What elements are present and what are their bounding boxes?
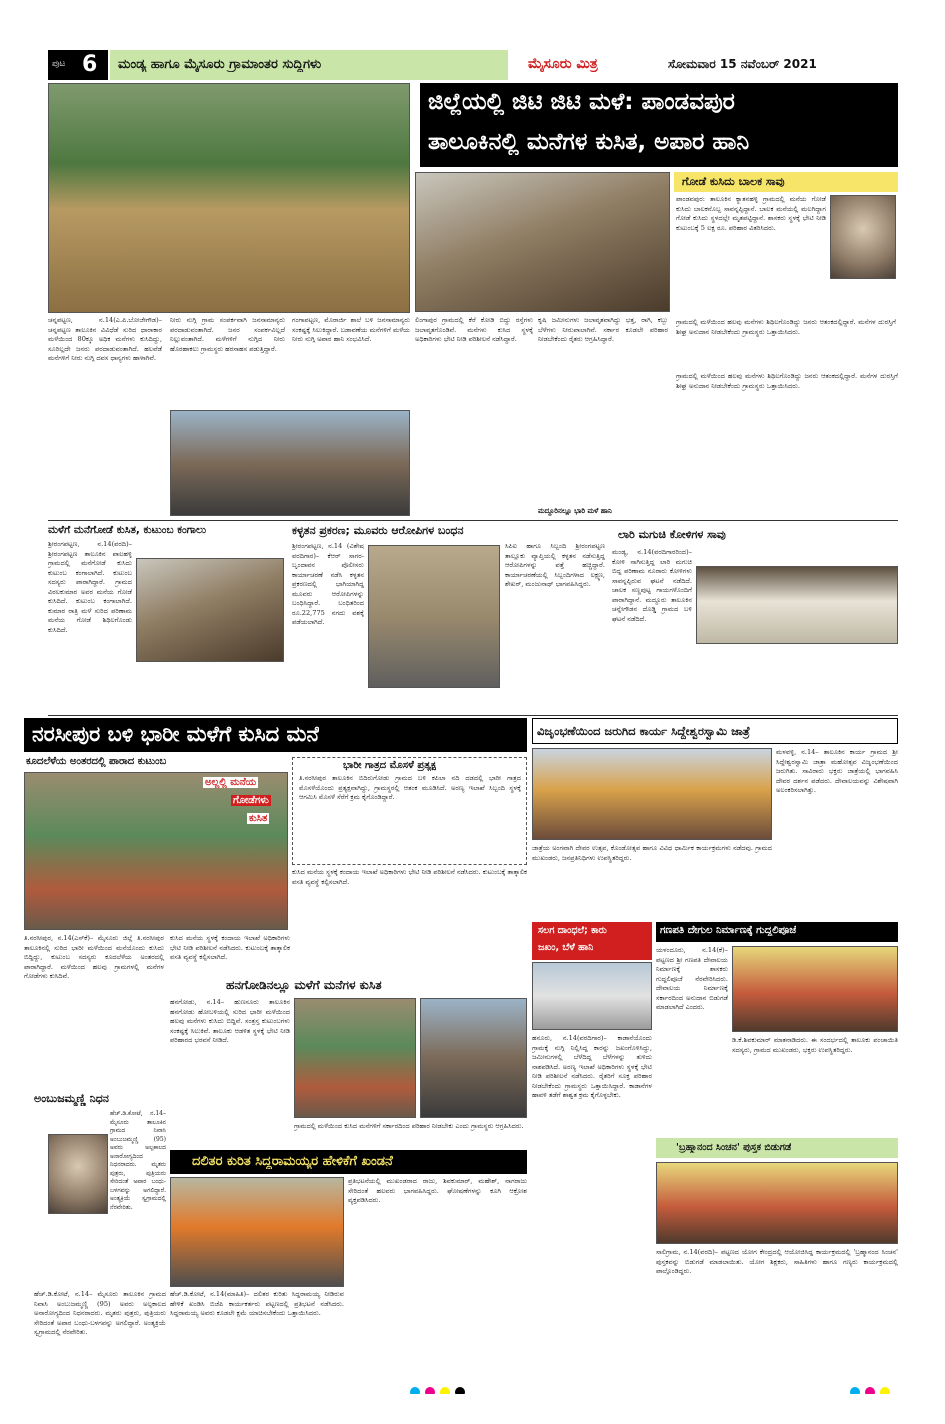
- hanagodu-collapsed-photo: [294, 998, 416, 1118]
- ganapathi-body: ಯಳಂದೂರು, ನ.14(ಕೆ)– ಪಟ್ಟಣದ ಶ್ರೀ ಗಣಪತಿ ದೇವಾಲಯ ನಿರ್ಮಾಣಕ್ಕೆ ಶಾಸಕರು ಗುದ್ದಲಿಪೂಜೆ ನೆರವೇರಿಸಿದರು. ದೇವಾಲಯ ನಿರ್ಮಾಣಕ್ಕೆ ಸರ್ಕಾರದಿಂದ ಅನುದಾನ ಬಿಡುಗಡೆ ಮಾಡಲಾಗಿದೆ ಎಂದರು.: [656, 946, 728, 1011]
- birds-headline: ಲಾರಿ ಮಗುಚಿ ಕೋಳಿಗಳ ಸಾವು: [618, 528, 726, 541]
- black-dot: [455, 1387, 465, 1394]
- lead-headline-box: [420, 83, 898, 167]
- lead-body-col-5: ಕೃಷಿ ಜಮೀನುಗಳು ಜಲಾವೃತವಾಗಿದ್ದು ಭತ್ತ, ರಾಗಿ, ಕಬ್ಬು ಬೆಳೆಗಳು ನೀರುಪಾಲಾಗಿವೆ. ಸರ್ಕಾರ ಕೂಡಲೇ ಪರಿಹಾರ ನೀಡಬೇಕೆಂದು ರೈತರು ಆಗ್ರಹಿಸಿದ್ದಾರೆ.: [538, 316, 668, 343]
- section-title-band: [110, 50, 508, 80]
- jatre-headline: ವಿಜೃಂಭಣೆಯಿಂದ ಜರುಗಿದ ಕಾರ್ಯ ಸಿದ್ದೇಶ್ವರಸ್ವಾಮಿ ಜಾತ್ರೆ: [532, 718, 898, 744]
- page-label: ಪುಟ: [52, 59, 66, 69]
- hanagodu-body-2: ಗ್ರಾಮದಲ್ಲಿ ಮಳೆಯಿಂದ ಕುಸಿದ ಮನೆಗಳಿಗೆ ಸರ್ಕಾರದಿಂದ ಪರಿಹಾರ ನೀಡಬೇಕು ಎಂದು ಗ್ರಾಮಸ್ಥರು ಆಗ್ರಹಿಸಿದರು.: [294, 1122, 524, 1130]
- book-headline: 'ಬ್ರಹ್ಮಾನಂದ ಸಿಂಚನ' ಪುಸ್ತಕ ಬಿಡುಗಡೆ: [676, 1142, 792, 1153]
- theft-headline: ಕಳ್ಳತನ ಪ್ರಕರಣ; ಮೂವರು ಆರೋಪಿಗಳ ಬಂಧನ: [292, 524, 464, 537]
- page-number: 6: [82, 52, 98, 77]
- narasipura-headline: ನರಸೀಪುರ ಬಳಿ ಭಾರೀ ಮಳೆಗೆ ಕುಸಿದ ಮನೆ: [32, 722, 320, 746]
- boy-story-body-2: ಗ್ರಾಮದಲ್ಲಿ ಮಳೆಯಿಂದ ಹಲವು ಮನೆಗಳು ಶಿಥಿಲಗೊಂಡಿದ್ದು ಜನರು ಆತಂಕದಲ್ಲಿದ್ದಾರೆ. ಮನೆಗಳ ದುರಸ್ತಿಗೆ ಶೀಘ್ರ ಅನುದಾನ ನೀಡಬೇಕೆಂದು ಗ್ರಾಮಸ್ಥರು ಒತ್ತಾಯಿಸಿದರು.: [676, 318, 896, 336]
- paper-name: ಮೈಸೂರು ಮಿತ್ರ: [528, 56, 598, 72]
- photo-caption-line-3: ಕುಸಿತ: [249, 813, 268, 824]
- dalit-body-2: ಪ್ರತಿಭಟನೆಯಲ್ಲಿ ಮುಖಂಡರಾದ ರಾಜು, ಶಿವಕುಮಾರ್, ಮಹೇಶ್, ನಾಗರಾಜು ಸೇರಿದಂತೆ ಹಲವರು ಭಾಗವಹಿಸಿದ್ದರು. ಘೋಷಣೆಗಳನ್ನು ಕೂಗಿ ಆಕ್ರೋಶ ವ್ಯಕ್ತಪಡಿಸಿದರು.: [348, 1177, 527, 1204]
- magenta-dot: [865, 1387, 875, 1394]
- obituary-body: ಹೆಚ್.ಡಿ.ಕೋಟೆ, ನ.14– ಮೈಸೂರು ತಾಲೂಕಿನ ಗ್ರಾಮದ ನಿವಾಸಿ ಅಂಬುಜಮ್ಮಣ್ಣಿ (95) ಅವರು ಅಲ್ಪಕಾಲದ ಅನಾರೋಗ್ಯದಿಂದ ನಿಧನರಾದರು. ಮೃತರು ಪುತ್ರರು, ಪುತ್ರಿಯರು ಸೇರಿದಂತೆ ಅಪಾರ ಬಂಧು-ಬಳಗವನ್ನು ಅಗಲಿದ್ದಾರೆ. ಅಂತ್ಯಕ್ರಿಯೆ ಸ್ವಗ್ರಾಮದಲ್ಲಿ ನೆರವೇರಿತು.: [110, 1110, 166, 1211]
- dalit-body-1: ಹೆಚ್.ಡಿ.ಕೋಟೆ, ನ.14(ಮಾಹಿತಿ)– ದಲಿತರ ಕುರಿತು ಸಿದ್ದರಾಮಯ್ಯ ನೀಡಿರುವ ಹೇಳಿಕೆ ಖಂಡಿಸಿ ಬಿಜೆಪಿ ಕಾರ್ಯಕರ್ತರು ಪಟ್ಟಣದಲ್ಲಿ ಪ್ರತಿಭಟನೆ ನಡೆಸಿದರು. ಸಿದ್ದರಾಮಯ್ಯ ಅವರು ಕೂಡಲೇ ಕ್ಷಮೆ ಯಾಚಿಸಬೇಕೆಂದು ಒತ್ತಾಯಿಸಿದರು.: [170, 1290, 344, 1317]
- crocodile-box: [292, 757, 527, 865]
- book-body: ಸಾಲಿಗ್ರಾಮ, ನ.14(ವರದಿ)– ಪಟ್ಟಣದ ಯೋಗ ಕೇಂದ್ರದಲ್ಲಿ ಆಯೋಜಿಸಿದ್ದ ಕಾರ್ಯಕ್ರಮದಲ್ಲಿ 'ಬ್ರಹ್ಮಾನಂದ ಸಿಂಚನ' ಪುಸ್ತಕವನ್ನು ಬಿಡುಗಡೆ ಮಾಡಲಾಯಿತು. ಯೋಗ ಶಿಕ್ಷಕರು, ಸಾಹಿತಿಗಳು ಹಾಗೂ ಗಣ್ಯರು ಕಾರ್ಯಕ್ರಮದಲ್ಲಿ ಪಾಲ್ಗೊಂಡಿದ್ದರು.: [656, 1248, 898, 1275]
- narasipura-body-continued: ಕುಸಿದ ಮನೆಯ ಸ್ಥಳಕ್ಕೆ ಕಂದಾಯ ಇಲಾಖೆ ಅಧಿಕಾರಿಗಳು ಭೇಟಿ ನೀಡಿ ಪರಿಶೀಲನೆ ನಡೆಸಿದರು. ಕುಟುಂಬಕ್ಕೆ ತಾತ್ಕಾಲಿಕ ವಸತಿ ವ್ಯವಸ್ಥೆ ಕಲ್ಪಿಸಲಾಗಿದೆ.: [292, 868, 527, 886]
- narasipura-subhead: ಕೂದಲೆಳೆಯ ಅಂತರದಲ್ಲಿ ಪಾರಾದ ಕುಟುಂಬ: [26, 756, 167, 767]
- boy-story-continued: ಗ್ರಾಮದಲ್ಲಿ ಮಳೆಯಿಂದ ಹಲವು ಮನೆಗಳು ಶಿಥಿಲಗೊಂಡಿದ್ದು ಜನರು ಆತಂಕದಲ್ಲಿದ್ದಾರೆ. ಮನೆಗಳ ದುರಸ್ತಿಗೆ ಶೀಘ್ರ ಅನುದಾನ ನೀಡಬೇಕೆಂದು ಗ್ರಾಮಸ್ಥರು ಒತ್ತಾಯಿಸಿದರು.: [676, 372, 898, 390]
- damaged-car-photo: [532, 962, 652, 1030]
- lead-headline-line1: ಜಿಲ್ಲೆಯಲ್ಲಿ ಜಿಟಿ ಜಿಟಿ ಮಳೆ: ಪಾಂಡವಪುರ: [428, 89, 735, 115]
- jatre-photo: [532, 748, 772, 840]
- ganapathi-body-2: ಡಿ.ಕೆ.ಶಿವಕುಮಾರ್ ಮಾತನಾಡಿದರು. ಈ ಸಂದರ್ಭದಲ್ಲಿ ತಾಲೂಕು ಪಂಚಾಯಿತಿ ಸದಸ್ಯರು, ಗ್ರಾಮದ ಮುಖಂಡರು, ಭಕ್ತರು ಉಪಸ್ಥಿತರಿದ್ದರು.: [732, 1036, 898, 1054]
- jatre-body: ಮಳವಳ್ಳಿ, ನ.14– ತಾಲೂಕಿನ ಕಾರ್ಯ ಗ್ರಾಮದ ಶ್ರೀ ಸಿದ್ದೇಶ್ವರಸ್ವಾಮಿ ಜಾತ್ರಾ ಮಹೋತ್ಸವ ವಿಜೃಂಭಣೆಯಿಂದ ಜರುಗಿತು. ಸಾವಿರಾರು ಭಕ್ತರು ಜಾತ್ರೆಯಲ್ಲಿ ಭಾಗವಹಿಸಿ ದೇವರ ದರ್ಶನ ಪಡೆದರು. ದೇವಾಲಯವನ್ನು ವಿಶೇಷವಾಗಿ ಅಲಂಕರಿಸಲಾಗಿತ್ತು.: [776, 748, 898, 794]
- ganapathi-headline-box: [656, 922, 898, 942]
- magenta-dot: [425, 1387, 435, 1394]
- crocodile-body: ತಿ.ನರಸೀಪುರ ತಾಲೂಕಿನ ಬಿದಿರುಗೋಡು ಗ್ರಾಮದ ಬಳಿ ಕಪಿಲಾ ನದಿ ದಡದಲ್ಲಿ ಭಾರೀ ಗಾತ್ರದ ಮೊಸಳೆಯೊಂದು ಪ್ರತ್ಯಕ್ಷವಾಗಿದ್ದು, ಗ್ರಾಮಸ್ಥರಲ್ಲಿ ಆತಂಕ ಮೂಡಿಸಿದೆ. ಅರಣ್ಯ ಇಲಾಖೆ ಸಿಬ್ಬಂದಿ ಸ್ಥಳಕ್ಕೆ ಆಗಮಿಸಿ ಮೊಸಳೆ ಸೆರೆಗೆ ಕ್ರಮ ಕೈಗೊಂಡಿದ್ದಾರೆ.: [299, 774, 521, 801]
- photo-caption-line-2: ಗೋಡೆಗಳು: [233, 795, 269, 806]
- lead-headline-line2: ತಾಲೂಕಿನಲ್ಲಿ ಮನೆಗಳ ಕುಸಿತ, ಅಪಾರ ಹಾನಿ: [428, 129, 750, 155]
- issue-date: ಸೋಮವಾರ 15 ನವೆಂಬರ್ 2021: [668, 57, 817, 71]
- cyan-dot: [410, 1387, 420, 1394]
- ganapathi-headline: ಗಣಪತಿ ದೇಗುಲ ನಿರ್ಮಾಣಕ್ಕೆ ಗುದ್ದಲಿಪೂಜೆ: [660, 925, 797, 936]
- flood-photo: [48, 83, 410, 313]
- boy-story-body: ಪಾಂಡವಪುರ: ತಾಲೂಕಿನ ಕ್ಯಾತನಹಳ್ಳಿ ಗ್ರಾಮದಲ್ಲಿ ಮನೆಯ ಗೋಡೆ ಕುಸಿದು ಬಾಲಕನೊಬ್ಬ ಸಾವನ್ನಪ್ಪಿದ್ದಾನೆ. ಬಾಲಕ ಮನೆಯಲ್ಲಿ ಮಲಗಿದ್ದಾಗ ಗೋಡೆ ಕುಸಿದು ಸ್ಥಳದಲ್ಲೇ ಮೃತಪಟ್ಟಿದ್ದಾನೆ. ಶಾಸಕರು ಸ್ಥಳಕ್ಕೆ ಭೇಟಿ ನೀಡಿ ಕುಟುಂಬಕ್ಕೆ 5 ಲಕ್ಷ ರೂ. ಪರಿಹಾರ ವಿತರಿಸಿದರು.: [676, 195, 826, 232]
- jatre-body-2: ಜಾತ್ರೆಯ ಅಂಗವಾಗಿ ದೇವರ ಉತ್ಸವ, ಕೊಂಡೋತ್ಸವ ಹಾಗೂ ವಿವಿಧ ಧಾರ್ಮಿಕ ಕಾರ್ಯಕ್ರಮಗಳು ನಡೆದವು. ಗ್ರಾಮದ ಮುಖಂಡರು, ಜನಪ್ರತಿನಿಧಿಗಳು ಉಪಸ್ಥಿತರಿದ್ದರು.: [532, 844, 772, 862]
- lead-byline-end: ಮದ್ದೂರಿನಲ್ಲೂ ಭಾರಿ ಮಳೆ ಹಾನಿ: [538, 507, 612, 515]
- masthead: [48, 50, 898, 80]
- yellow-dot: [440, 1387, 450, 1394]
- lead-body-col-2: ನೀರು ನುಗ್ಗಿ ಗ್ರಾಮ ಸಂಪರ್ಕವಾಗಿ ಜನಸಾಮಾನ್ಯರು ಪರದಾಡುವಂತಾಗಿದೆ. ಜನರ ಸಂಪರ್ಕವಿಲ್ಲದೆ ನಿಲ್ಲುವಂತಾಗಿದೆ. ಮಳೆಗಳಿಗೆ ನುಗ್ಗಿದ ನೀರು ಹೊರಹಾಕಲು ಗ್ರಾಮಸ್ಥರು ಹರಸಾಹಸ ಪಡುತ್ತಿದ್ದಾರೆ.: [170, 316, 285, 353]
- hanagodu-family-photo: [420, 998, 527, 1118]
- yellow-dot: [880, 1387, 890, 1394]
- house-fall-photo: [136, 558, 284, 662]
- page-number-badge: [48, 50, 108, 80]
- book-release-photo: [656, 1162, 898, 1244]
- dead-chickens-photo: [696, 566, 898, 644]
- divider: [48, 715, 898, 716]
- divider: [48, 520, 898, 521]
- arrest-photo: [368, 545, 500, 688]
- hanagodu-body: ಹನಗೋಡು, ನ.14– ಹುಣಸೂರು ತಾಲೂಕಿನ ಹನಗೋಡು ಹೋಬಳಿಯಲ್ಲಿ ಸುರಿದ ಭಾರೀ ಮಳೆಯಿಂದ ಹಲವು ಮನೆಗಳು ಕುಸಿದು ಬಿದ್ದಿವೆ. ಸಂತ್ರಸ್ತ ಕುಟುಂಬಗಳು ಸಂಕಷ್ಟಕ್ಕೆ ಸಿಲುಕಿವೆ. ತಾಲೂಕು ಆಡಳಿತ ಸ್ಥಳಕ್ಕೆ ಭೇಟಿ ನೀಡಿ ಪರಿಹಾರದ ಭರವಸೆ ನೀಡಿದೆ.: [170, 998, 290, 1044]
- crop-headline-box: [532, 922, 652, 960]
- cyan-dot: [850, 1387, 860, 1394]
- photo-caption-line-1: ಅಲ್ಲಲ್ಲಿ ಮನೆಯ: [205, 777, 257, 788]
- dalit-headline: ದಲಿತರ ಕುರಿತ ಸಿದ್ದರಾಮಯ್ಯರ ಹೇಳಿಕೆಗೆ ಖಂಡನೆ: [192, 1154, 393, 1169]
- collapsed-house-photo: [415, 172, 670, 312]
- dalit-headline-box: [170, 1150, 527, 1174]
- flooded-street-photo: [170, 410, 410, 516]
- birds-body: ಮಂಡ್ಯ, ನ.14(ವರದಿಗಾರರಿಂದ)– ಕೋಳಿ ಸಾಗಿಸುತ್ತಿದ್ದ ಲಾರಿ ಮಗುಚಿ ಬಿದ್ದ ಪರಿಣಾಮ ನೂರಾರು ಕೋಳಿಗಳು ಸಾವನ್ನಪ್ಪಿರುವ ಘಟನೆ ನಡೆದಿದೆ. ಚಾಲಕ ಸಣ್ಣಪುಟ್ಟ ಗಾಯಗಳೊಂದಿಗೆ ಪಾರಾಗಿದ್ದಾನೆ. ಮದ್ದೂರು ತಾಲೂಕಿನ ಚನ್ನೇಗೌಡನ ದೊಡ್ಡಿ ಗ್ರಾಮದ ಬಳಿ ಘಟನೆ ನಡೆದಿದೆ.: [612, 548, 692, 623]
- obituary-body-bottom: ಹೆಚ್.ಡಿ.ಕೋಟೆ, ನ.14– ಮೈಸೂರು ತಾಲೂಕಿನ ಗ್ರಾಮದ ನಿವಾಸಿ ಅಂಬುಜಮ್ಮಣ್ಣಿ (95) ಅವರು ಅಲ್ಪಕಾಲದ ಅನಾರೋಗ್ಯದಿಂದ ನಿಧನರಾದರು. ಮೃತರು ಪುತ್ರರು, ಪುತ್ರಿಯರು ಸೇರಿದಂತೆ ಅಪಾರ ಬಂಧು-ಬಳಗವನ್ನು ಅಗಲಿದ್ದಾರೆ. ಅಂತ್ಯಕ್ರಿಯೆ ಸ್ವಗ್ರಾಮದಲ್ಲಿ ನೆರವೇರಿತು.: [34, 1290, 166, 1336]
- narasipura-body-1: ತಿ.ನರಸೀಪುರ, ನ.14(ಎಸ್‌ಕೆ)– ಮೈಸೂರು ಜಿಲ್ಲೆ ತಿ.ನರಸೀಪುರ ತಾಲೂಕಿನಲ್ಲಿ ಸುರಿದ ಭಾರೀ ಮಳೆಯಿಂದ ಮನೆಯೊಂದು ಕುಸಿದು ಬಿದ್ದಿದ್ದು, ಕುಟುಂಬ ಸದಸ್ಯರು ಕೂದಲೆಳೆಯ ಅಂತರದಲ್ಲಿ ಪಾರಾಗಿದ್ದಾರೆ. ಮಳೆಯಿಂದ ಹಲವು ಗ್ರಾಮಗಳಲ್ಲಿ ಮನೆಗಳ ಗೋಡೆಗಳು ಕುಸಿದಿವೆ.: [24, 934, 164, 980]
- book-headline-box: [656, 1138, 898, 1158]
- boy-story-headline: ಗೋಡೆ ಕುಸಿದು ಬಾಲಕ ಸಾವು: [682, 175, 785, 188]
- lead-body-col-3: ಗಂಗಾಪಟ್ಟಣ, ಮೊರಾರ್ಜಿ ಶಾಲೆ ಬಳಿ ಜನಸಾಮಾನ್ಯರು ಸಂಕಷ್ಟಕ್ಕೆ ಸಿಲುಕಿದ್ದಾರೆ. ಬಡಾವಣೆಯ ಮನೆಗಳಿಗೆ ಮಳೆಯ ನೀರು ನುಗ್ಗಿ ಅಪಾರ ಹಾನಿ ಸಂಭವಿಸಿದೆ.: [292, 316, 410, 343]
- registration-marks-right: [850, 1382, 910, 1394]
- narasipura-headline-box: [24, 718, 527, 752]
- crop-headline-line1: ಸಲಗ ದಾಂಧಲೆ; ಕಾರು: [538, 925, 607, 936]
- ganapathi-photo: [732, 946, 898, 1032]
- lead-body-col-1: ಚನ್ನಪಟ್ಟಣ, ನ.14(ಎ.ಪಿ.ಬೋಜೇಗೌಡ)– ಚನ್ನಪಟ್ಟಣ ತಾಲೂಕಿನ ವಿವಿಧೆಡೆ ಸುರಿದ ಧಾರಾಕಾರ ಮಳೆಯಿಂದ 80ಕ್ಕೂ ಅಧಿಕ ಮನೆಗಳು ಕುಸಿದಿದ್ದು, ಸೂರಿಲ್ಲದೇ ಜನರು ಪರದಾಡುವಂತಾಗಿದೆ. ಹಲವೆಡೆ ಮನೆಗಳಿಗೆ ನೀರು ನುಗ್ಗಿ ದವಸ ಧಾನ್ಯಗಳು ಹಾಳಾಗಿವೆ.: [48, 316, 162, 362]
- hanagodu-headline: ಹನಗೋಡಿನಲ್ಲೂ ಮಳೆಗೆ ಮನೆಗಳ ಕುಸಿತ: [226, 978, 382, 992]
- crocodile-headline: ಭಾರೀ ಗಾತ್ರದ ಮೊಸಳೆ ಪ್ರತ್ಯಕ್ಷ: [343, 760, 437, 771]
- section-title: ಮಂಡ್ಯ ಹಾಗೂ ಮೈಸೂರು ಗ್ರಾಮಾಂತರ ಸುದ್ದಿಗಳು: [118, 57, 322, 72]
- registration-marks: [410, 1382, 540, 1394]
- boy-portrait: [830, 195, 896, 279]
- boy-story-header: [674, 172, 898, 192]
- theft-body-2: ಸಿಪಿಐ ಹಾಗೂ ಸಿಬ್ಬಂದಿ ಶ್ರೀರಂಗಪಟ್ಟಣ ತಾಲ್ಲೂಕು ವ್ಯಾಪ್ತಿಯಲ್ಲಿ ಕಳ್ಳತನ ನಡೆಸುತ್ತಿದ್ದ ಆರೋಪಿಗಳನ್ನು ಪತ್ತೆ ಹಚ್ಚಿದ್ದಾರೆ. ಕಾರ್ಯಾಚರಣೆಯಲ್ಲಿ ಸಿಬ್ಬಂದಿಗಳಾದ ಲಕ್ಷ್ಮಣ, ಶೇಖರ್, ಮಂಜುನಾಥ್ ಭಾಗವಹಿಸಿದ್ದರು.: [505, 542, 605, 588]
- crop-headline-line2: ಜಖಂ, ಬೆಳೆ ಹಾನಿ: [538, 942, 594, 953]
- lead-body-col-4: ಲಿಂಗಾಪುರ ಗ್ರಾಮದಲ್ಲಿ ಕೆರೆ ಕೋಡಿ ಬಿದ್ದು ರಸ್ತೆಗಳು ಜಲಾವೃತಗೊಂಡಿವೆ. ಮನೆಗಳು ಕುಸಿದ ಸ್ಥಳಕ್ಕೆ ಅಧಿಕಾರಿಗಳು ಭೇಟಿ ನೀಡಿ ಪರಿಶೀಲನೆ ನಡೆಸಿದ್ದಾರೆ.: [415, 316, 533, 343]
- house-fall-headline: ಮಳೆಗೆ ಮನೆಗೋಡೆ ಕುಸಿತ, ಕುಟುಂಬ ಕಂಗಾಲು: [48, 524, 207, 536]
- theft-body-1: ಶ್ರೀರಂಗಪಟ್ಟಣ, ನ.14 (ವಿಶೇಷ ವರದಿಗಾರ)– ಕೆಆರ್ ಸಾಗರ-ಬೃಂದಾವನ ಪೊಲೀಸರು ಕಾರ್ಯಾಚರಣೆ ನಡೆಸಿ ಕಳ್ಳತನ ಪ್ರಕರಣದಲ್ಲಿ ಭಾಗಿಯಾಗಿದ್ದ ಮೂವರು ಆರೋಪಿಗಳನ್ನು ಬಂಧಿಸಿದ್ದಾರೆ. ಬಂಧಿತರಿಂದ ರೂ.22,775 ನಗದು ವಶಕ್ಕೆ ಪಡೆಯಲಾಗಿದೆ.: [292, 542, 364, 626]
- house-fall-body: ಶ್ರೀರಂಗಪಟ್ಟಣ, ನ.14(ವರದಿ)– ಶ್ರೀರಂಗಪಟ್ಟಣ ತಾಲೂಕಿನ ಪಾಲಹಳ್ಳಿ ಗ್ರಾಮದಲ್ಲಿ ಮನೆಗೋಡೆ ಕುಸಿದು ಕುಟುಂಬ ಕಂಗಾಲಾಗಿದೆ. ಕುಟುಂಬ ಸದಸ್ಯರು ಪಾರಾಗಿದ್ದಾರೆ. ಗ್ರಾಮದ ವಿಠಲಕುಮಾರ ಅವರ ಮನೆಯ ಗೋಡೆ ಕುಸಿದಿದೆ. ಕುಟುಂಬ ಕಂಗಾಲಾಗಿದೆ. ಕುಮಾರ ರಾತ್ರಿ ಮಳೆ ಸುರಿದ ಪರಿಣಾಮ ಮನೆಯ ಗೋಡೆ ಶಿಥಿಲಗೊಂಡು ಕುಸಿದಿದೆ.: [48, 540, 132, 634]
- narasipura-house-photo: [24, 772, 288, 930]
- crop-body: ಹನೂರು, ನ.14(ವರದಿಗಾರ)– ಕಾಡಾನೆಯೊಂದು ಗ್ರಾಮಕ್ಕೆ ನುಗ್ಗಿ ನಿಲ್ಲಿಸಿದ್ದ ಕಾರನ್ನು ಜಖಂಗೊಳಿಸಿದ್ದು, ಜಮೀನುಗಳಲ್ಲಿ ಬೆಳೆದಿದ್ದ ಬೆಳೆಗಳನ್ನು ತುಳಿದು ನಾಶಪಡಿಸಿದೆ. ಅರಣ್ಯ ಇಲಾಖೆ ಅಧಿಕಾರಿಗಳು ಸ್ಥಳಕ್ಕೆ ಭೇಟಿ ನೀಡಿ ಪರಿಶೀಲನೆ ನಡೆಸಿದರು. ರೈತರಿಗೆ ಸೂಕ್ತ ಪರಿಹಾರ ನೀಡಬೇಕೆಂದು ಗ್ರಾಮಸ್ಥರು ಒತ್ತಾಯಿಸಿದ್ದಾರೆ. ಕಾಡಾನೆಗಳ ಹಾವಳಿ ತಡೆಗೆ ಶಾಶ್ವತ ಕ್ರಮ ಕೈಗೊಳ್ಳಬೇಕು.: [532, 1034, 652, 1099]
- obituary-headline: ಅಂಬುಜಮ್ಮಣ್ಣಿ ನಿಧನ: [34, 1092, 109, 1105]
- protest-photo: [170, 1177, 344, 1287]
- obituary-portrait: [48, 1134, 108, 1214]
- narasipura-body-2: ಕುಸಿದ ಮನೆಯ ಸ್ಥಳಕ್ಕೆ ಕಂದಾಯ ಇಲಾಖೆ ಅಧಿಕಾರಿಗಳು ಭೇಟಿ ನೀಡಿ ಪರಿಶೀಲನೆ ನಡೆಸಿದರು. ಕುಟುಂಬಕ್ಕೆ ತಾತ್ಕಾಲಿಕ ವಸತಿ ವ್ಯವಸ್ಥೆ ಕಲ್ಪಿಸಲಾಗಿದೆ.: [170, 934, 290, 961]
